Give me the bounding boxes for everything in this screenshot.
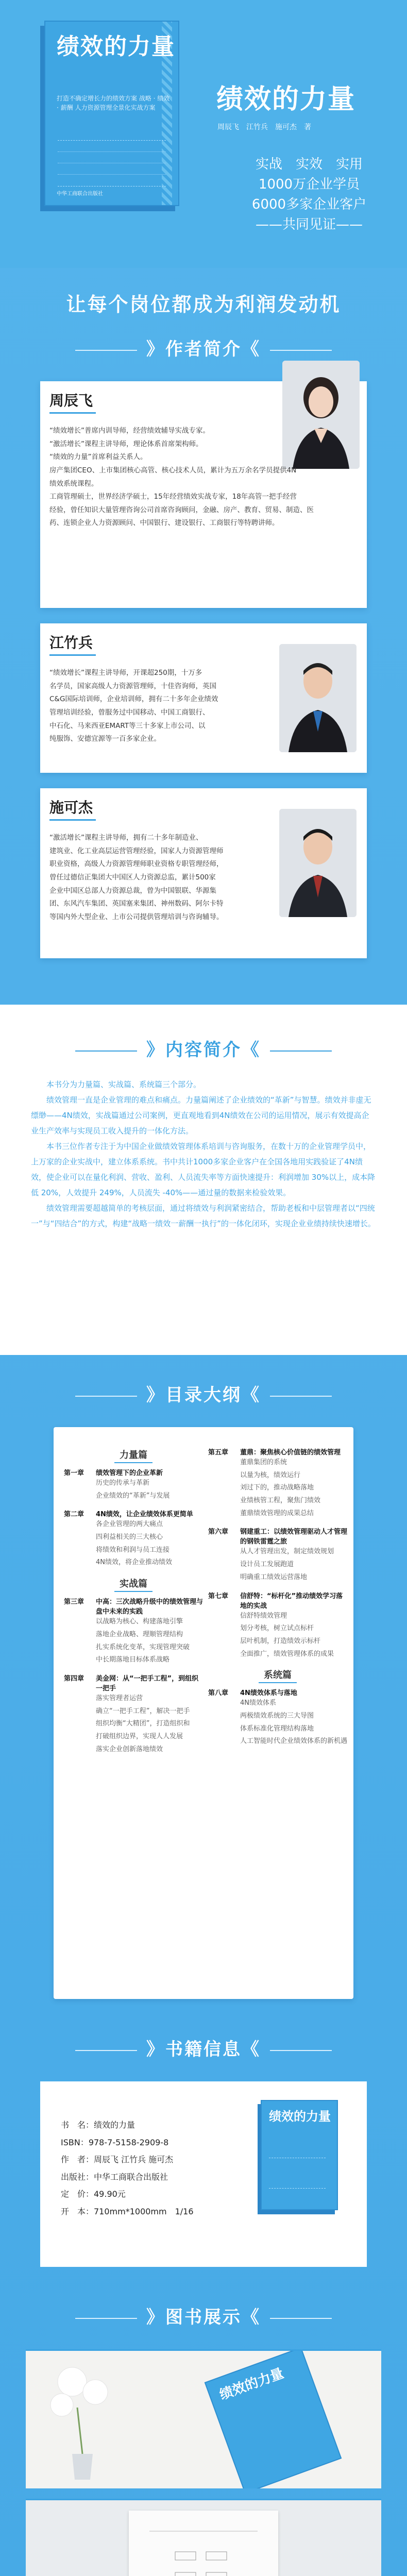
- hero-tags: [242, 155, 376, 235]
- hero-tag: ——共同见证——: [255, 217, 363, 232]
- author-name: 江竹兵: [49, 634, 93, 651]
- outline-column-left: [64, 1440, 203, 1756]
- author-name: 施可杰: [49, 799, 93, 816]
- outline-item: 组织均衡“大精团”，打造组织和: [96, 1720, 190, 1728]
- outline-item: 体系标准化管理结构落地: [240, 1724, 314, 1733]
- outline-chapter: 第四章 美金网：从“一把手工程”，到组织一把手: [64, 1674, 199, 1692]
- outline-item: 董鼎集团的系统: [240, 1459, 287, 1466]
- outline-item: 中长期落地目标体系战略: [96, 1656, 170, 1664]
- outline-item: 信舒特绩效管理: [240, 1612, 287, 1620]
- hero-tag: 1000万企业学员: [258, 177, 360, 192]
- outline-item: 刘过下的，推动战略落地: [240, 1484, 314, 1492]
- outline-item: 以量为核，绩效运行: [240, 1471, 301, 1479]
- outline-item: 4N绩效体系: [240, 1699, 276, 1707]
- outline-item: 各企业管理的两大痛点: [96, 1520, 163, 1529]
- book-cover-thumbnail: 绩效的力量: [261, 2100, 338, 2210]
- outline-item: 将绩效和利润与员工连接: [96, 1546, 170, 1554]
- outline-item: 历史的传承与革新: [96, 1479, 150, 1487]
- outline-chapter: 第七章 信舒特：“标杆化”推动绩效学习落地的实战: [208, 1592, 343, 1610]
- outline-item: 以战略为核心、构建落地引擎: [96, 1618, 183, 1626]
- intro-text: 本书分为力量篇、实战篇、系统篇三个部分。 绩效管理一直是企业管理的难点和痛点。力量篇阐述了企业绩效的“革新”与智慧。绩效并非虚无缥缈——4N绩效，实战篇通过公司案例，更直观地看到4N绩效在公司的运用情况，展示有效提高企业生产效率与实现员工收入提升的一体化方法。 本书三位作者专注于为中国企业做绩效管理体系培训与咨询服务，在数十万的企业管理学员中，上万家的企业实战中，建立体系系统。书中共计1000多家企业客户在全国各地用实践验证了4N绩效，使企业可以在量化利润、营收、盈利、人员流失率等方面快速提升：利润增加 30%以上，成本降低 20%，人效提升 249%，人员流失 -40%——通过量的数据来检验效果。 绩效管理需要超越简单的考核层面，通过将绩效与利润紧密结合，帮助老板和中层管理者以“四统一”与“四结合”的方式，构建“战略一绩效一薪酬一执行”的一体化闭环，实现企业业绩持续快速增长。: [31, 1080, 376, 1228]
- outline-item: 划分考核，树立试点标杆: [240, 1624, 314, 1633]
- author-card-jiang: [40, 623, 367, 773]
- outline-item: 落实管理者运营: [96, 1694, 143, 1702]
- gallery-book: 绩效的力量: [205, 2349, 342, 2488]
- outline-item: 4N绩效，将企业推动绩效: [96, 1558, 172, 1567]
- outline-item: 层叶机制，打造绩效示标杆: [240, 1637, 321, 1645]
- outline-item: 业绩核管工程，聚焦门绩效: [240, 1497, 321, 1505]
- author-card-shi: [40, 788, 367, 958]
- hero-title: 绩效的力量: [216, 84, 356, 115]
- section-title-info: 》书籍信息《: [0, 2035, 407, 2060]
- author-name: 周辰飞: [49, 392, 93, 409]
- author-photo: [279, 809, 357, 917]
- hero-tag: 6000多家企业客户: [251, 197, 367, 212]
- outline-item: 董鼎绩效管理的成果总结: [240, 1509, 314, 1517]
- outline-item: 企业绩效的“革新”与发展: [96, 1492, 170, 1500]
- gallery-open-page: [129, 2511, 278, 2576]
- outline-part-title: 力量篇: [64, 1448, 203, 1461]
- outline-chapter: 第二章 4N绩效，让企业绩效体系更简单: [64, 1511, 193, 1519]
- outline-panel: [54, 1427, 353, 1999]
- outline-column-right: [208, 1440, 347, 1748]
- outline-chapter: 第三章 中高：三次战略升级中的绩效管理与盘中未来的实践: [64, 1598, 204, 1616]
- name-underline: [49, 819, 96, 821]
- outline-item: 设计员工发展跑道: [240, 1561, 294, 1569]
- author-bio: “激活增长”课程主讲导师，拥有二十多年制造业、 建筑业、化工业高层运营管理经验，国家人力资源管理师 职业资格，高级人力资源管理师职业资格专职管理经师， 曾任过德信正集团大中国区人力资源总监，累计500家 企业中国区总部人力资源总裁，曾为中国银联、华源集 团、东风汽车集团、英国塞来集团、神州数码、阿尔卡特 等国内外大型企业、上市公司提供管理培训与咨询辅导。: [49, 834, 224, 921]
- outline-chapter: 第八章 4N绩效体系与落地: [208, 1689, 297, 1698]
- section-title-intro: 》内容简介《: [0, 1036, 407, 1061]
- hero-tag: 实战 实效 实用: [255, 157, 363, 172]
- outline-item: 落实企业创新落地绩效: [96, 1745, 163, 1753]
- author-bio: “绩效增长”普席内训导师，经营绩效辅导实战专家。 “激活增长”课程主讲导师，理论体系首席架构师。 “绩效的力量”首席利益关系人。 房产集团CEO、上市集团核心高管、核心技术人员，累计为五万余名学员提供4N 绩效系统课程。 工商管理硕士，世界经济学硕士，15年经营绩效实战专家，18年高管一把手经营 经验，曾任知识大量管理咨询公司首席咨询顾问，金融、房产、教育、贸易、制造、医 药、连锁企业人力资源顾问、中国银行、建设银行、工商银行等特聘讲师。: [49, 427, 314, 528]
- section-title-outline: 》目录大纲《: [0, 1381, 407, 1406]
- outline-item: 落地企业战略、理顺管理结构: [96, 1630, 183, 1638]
- name-underline: [49, 654, 96, 656]
- outline-chapter: 第六章 钢建重工：以绩效管理驱动人才管理的钢铁雷霆之旅: [208, 1528, 348, 1546]
- book-info-panel: [40, 2081, 367, 2267]
- author-card-zhou: [40, 381, 367, 608]
- author-bio: “绩效增长”课程主讲导师，开课超250期，十万多 名学员，国家高级人力资源管理师，十佳咨询师，英国 C&G国际培训师，企业培训师，拥有二十多年企业绩效 管理培训经验，曾服务过中国移动、中国工商银行、 中石化、马来西亚EMART等三十多家上市公司、以 纯服饰、安德宜源等一百多家企业。: [49, 669, 218, 743]
- author-photo: [279, 644, 357, 752]
- outline-chapter: 第一章 绩效管理下的企业革新: [64, 1469, 163, 1477]
- flower-vase-illustration: [26, 2351, 381, 2488]
- outline-item: 全面推广，绩效管理体系的成果: [240, 1650, 334, 1658]
- gallery-photo-1: [26, 2349, 381, 2488]
- cover-publisher: 中华工商联合出版社: [57, 191, 103, 197]
- section-title-authors: 》作者简介《: [0, 335, 407, 360]
- intro-section: [0, 1005, 407, 1355]
- outline-item: 四利益相关的三大核心: [96, 1533, 163, 1541]
- book-cover: [44, 21, 179, 206]
- outline-item: 从人才管理出发，制定绩效规划: [240, 1548, 334, 1556]
- outline-chapter: 第五章 董鼎：聚焦核心价值链的绩效管理: [208, 1449, 341, 1456]
- hero-authors: 周辰飞 江竹兵 施可杰 著: [217, 123, 311, 131]
- outline-item: 两极绩效系统的三大导图: [240, 1711, 314, 1720]
- cover-subtitle: 打造不确定增长力的绩效方案 战略 · 绩效 · 薪酬 人力资源管理全景化实战方案: [57, 95, 170, 111]
- outline-item: 人工智能时代企业绩效体系的新机遇: [240, 1737, 348, 1745]
- section-title-gallery: 》图书展示《: [0, 2303, 407, 2328]
- name-underline: [49, 412, 96, 414]
- outline-item: 打破组织边界，实现人人发展: [96, 1732, 183, 1740]
- outline-item: 扎实系统化变革，实现管理突破: [96, 1643, 190, 1651]
- hero-banner: [0, 0, 407, 268]
- book-info-rows: 书 名：绩效的力量 ISBN：978-7-5158-2909-8 作 者：周辰飞 江竹兵 施可杰 出版社：中华工商联合出版社 定 价：49.90元 开 本：710mm*1000mm 1/16: [61, 2120, 194, 2216]
- cover-title: 绩效的力量: [57, 33, 175, 60]
- slogan: 让每个岗位都成为利润发动机: [66, 293, 341, 316]
- outline-item: 确立“一把手工程”，解决一把手: [96, 1707, 190, 1715]
- outline-part-title: 实战篇: [64, 1577, 203, 1590]
- outline-part-title: 系统篇: [208, 1668, 347, 1681]
- gallery-photo-2: [26, 2499, 381, 2576]
- outline-item: 明确重工绩效运营落地: [240, 1573, 308, 1581]
- cover-decoration: [58, 140, 166, 187]
